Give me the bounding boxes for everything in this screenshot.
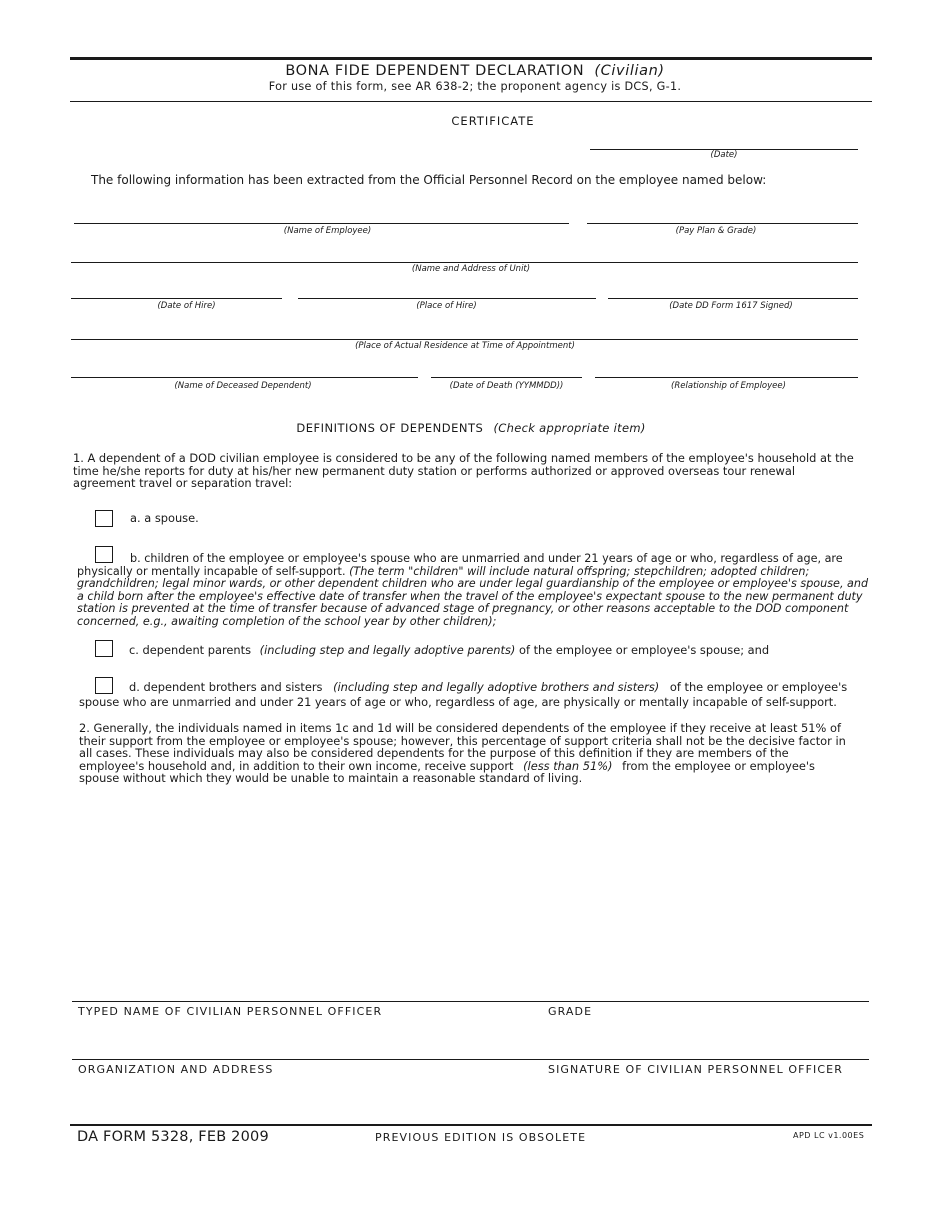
name-of-employee-line <box>74 223 569 224</box>
name-of-employee-field[interactable] <box>76 204 570 222</box>
date-of-death-caption: (Date of Death (YYMMDD)) <box>449 381 564 391</box>
place-of-residence-caption: (Place of Actual Residence at Time of Appointment) <box>355 341 575 351</box>
date-dd-form-signed-field[interactable] <box>610 279 859 297</box>
option-d-line1 <box>129 681 847 694</box>
name-of-deceased-field[interactable] <box>73 358 419 376</box>
date-of-hire-caption: (Date of Hire) <box>157 301 216 311</box>
pay-plan-grade-field[interactable] <box>589 204 859 222</box>
form-id: DA FORM 5328, FEB 2009 <box>77 1129 269 1145</box>
date-of-hire-field[interactable] <box>73 279 283 297</box>
relationship-caption: (Relationship of Employee) <box>671 381 786 391</box>
certificate-heading: CERTIFICATE <box>451 114 535 128</box>
place-of-hire-line <box>298 298 596 299</box>
grade-field[interactable] <box>548 1024 852 1048</box>
option-b-text <box>77 553 869 629</box>
date-of-death-field[interactable] <box>433 358 583 376</box>
name-of-deceased-line <box>71 377 418 378</box>
place-of-residence-line <box>71 339 858 340</box>
typed-name-label: TYPED NAME OF CIVILIAN PERSONNEL OFFICER <box>78 1005 383 1018</box>
name-address-unit-line <box>71 262 858 263</box>
signature-block-rule-1 <box>72 1001 869 1002</box>
form-title-text: BONA FIDE DEPENDENT DECLARATION <box>285 63 585 79</box>
footer-rule <box>70 1124 872 1126</box>
option-c-lead: c. dependent parents <box>129 643 252 657</box>
organization-field[interactable] <box>78 1082 522 1106</box>
option-c-text <box>129 644 769 657</box>
organization-label: ORGANIZATION AND ADDRESS <box>78 1063 274 1076</box>
option-b-italic: (The term "children" will include natural offspring; stepchildren; adopted children; grandchildren; legal minor wards, or other dependent children who are under legal guardianship of the employee or employee's spouse, and a child born after the employee's effective date of transfer when the travel of the employee's expectant spouse to the new permanent duty station is prevented at the time of transfer because of advanced stage of pregnancy, or other reasons acceptable to the DOD component concerned, e.g., awaiting completion of the school year by other children); <box>77 564 869 628</box>
place-of-residence-field[interactable] <box>73 320 859 338</box>
relationship-field[interactable] <box>597 358 859 376</box>
date-dd-form-signed-caption: (Date DD Form 1617 Signed) <box>669 301 793 311</box>
option-c-tail: of the employee or employee's spouse; and <box>518 643 770 657</box>
date-of-hire-line <box>71 298 282 299</box>
definitions-heading-note: (Check appropriate item) <box>493 421 646 435</box>
signature-block-rule-2 <box>72 1059 869 1060</box>
form-title-qualifier: (Civilian) <box>594 63 665 79</box>
definition-item-1: 1. A dependent of a DOD civilian employee is considered to be any of the following named members of the employee's household at the time he/she reports for duty at his/her new permanent duty station or performs authorized or approved overseas tour renewal agreement travel or separation travel: <box>73 451 854 491</box>
signature-label: SIGNATURE OF CIVILIAN PERSONNEL OFFICER <box>548 1063 843 1076</box>
name-address-unit-caption: (Name and Address of Unit) <box>411 264 531 274</box>
item-2-lead: 2. Generally, the individuals named in items 1c and 1d will be considered dependents of the employee if they receive at least 51% of their support from the employee or employee's spouse; however, this percentage of support criteria shall not be the decisive factor in all cases. These individuals may also be considered dependents for the purpose of this definition if they are members of the employee's household and, in addition to their own income, receive support <box>79 721 846 773</box>
name-of-employee-caption: (Name of Employee) <box>283 226 372 236</box>
checkbox-d[interactable] <box>95 677 113 694</box>
checkbox-c[interactable] <box>95 640 113 657</box>
date-caption: (Date) <box>710 150 738 160</box>
edition-note: PREVIOUS EDITION IS OBSOLETE <box>375 1131 587 1144</box>
option-a-text: a. a spouse. <box>130 511 199 525</box>
top-rule <box>70 57 872 60</box>
form-title <box>0 63 950 79</box>
definitions-heading <box>0 421 942 435</box>
checkbox-a[interactable] <box>95 510 113 527</box>
option-b-lead: b. children of the employee or employee's spouse who are unmarried and under 21 years of age or who, regardless of age, are physically or mentally incapable of self-support. <box>77 552 843 578</box>
date-of-death-line <box>431 377 582 378</box>
definition-item-2 <box>79 722 847 785</box>
item-2-italic: (less than 51%) <box>523 758 613 773</box>
option-d-tail: of the employee or employee's <box>669 680 848 694</box>
pay-plan-grade-caption: (Pay Plan & Grade) <box>675 226 757 236</box>
place-of-hire-caption: (Place of Hire) <box>416 301 477 311</box>
name-of-deceased-caption: (Name of Deceased Dependent) <box>174 381 312 391</box>
pay-plan-grade-line <box>587 223 858 224</box>
version-label: APD LC v1.00ES <box>793 1131 865 1140</box>
name-address-unit-field[interactable] <box>73 243 859 261</box>
typed-name-field[interactable] <box>78 1024 522 1048</box>
form-subtitle: For use of this form, see AR 638-2; the proponent agency is DCS, G-1. <box>268 80 682 93</box>
option-d-italic: (including step and legally adoptive brothers and sisters) <box>333 680 660 694</box>
certificate-intro: The following information has been extracted from the Official Personnel Record on the employee named below: <box>91 173 767 187</box>
signature-area[interactable] <box>548 1082 848 1112</box>
option-d-lead: d. dependent brothers and sisters <box>129 680 323 694</box>
date-field[interactable] <box>592 130 860 148</box>
place-of-hire-field[interactable] <box>300 279 597 297</box>
relationship-line <box>595 377 858 378</box>
grade-label: GRADE <box>548 1005 593 1018</box>
option-d-line2: spouse who are unmarried and under 21 years of age or who, regardless of age, are physically or mentally incapable of self-support. <box>79 695 837 709</box>
date-dd-form-signed-line <box>608 298 858 299</box>
definitions-heading-text: DEFINITIONS OF DEPENDENTS <box>296 421 484 435</box>
item-2-tail: from the employee or employee's spouse without which they would be unable to maintain a reasonable standard of living. <box>79 758 815 786</box>
option-c-italic: (including step and legally adoptive parents) <box>259 643 516 657</box>
header-rule <box>70 101 872 102</box>
